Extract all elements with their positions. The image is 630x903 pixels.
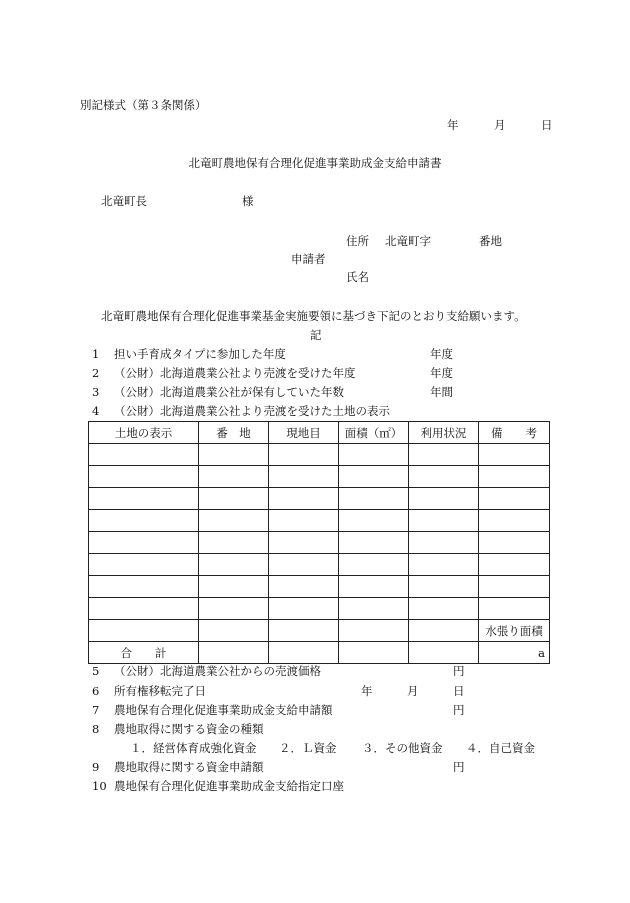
table-cell[interactable]: [479, 466, 550, 488]
item-9: [92, 760, 264, 774]
item-5: [92, 664, 321, 678]
table-cell[interactable]: [409, 510, 479, 532]
addressee-name: 北竜町長: [101, 194, 147, 208]
table-cell[interactable]: [269, 488, 339, 510]
table-row: [89, 620, 550, 642]
table-row: [89, 488, 550, 510]
item-1-unit: 年度: [430, 347, 453, 361]
table-cell[interactable]: [89, 510, 199, 532]
table-row: [89, 598, 550, 620]
name-label: 氏名: [346, 270, 369, 284]
table-cell[interactable]: [409, 642, 479, 664]
fund-option-4: ４．自己資金: [466, 741, 535, 755]
table-cell[interactable]: [269, 598, 339, 620]
table-cell[interactable]: [479, 532, 550, 554]
table-cell[interactable]: [199, 576, 269, 598]
form-reference: 別記様式（第３条関係）: [80, 98, 207, 112]
item-5-unit: 円: [453, 664, 465, 678]
item-text: （公財）北海道農業公社より売渡を受けた年度: [114, 366, 356, 380]
item-6: [92, 684, 206, 698]
table-cell[interactable]: [339, 576, 409, 598]
item-number: 5: [92, 664, 100, 678]
table-cell[interactable]: [409, 554, 479, 576]
table-cell[interactable]: [479, 554, 550, 576]
table-cell[interactable]: [339, 444, 409, 466]
item-6-day: 日: [453, 684, 465, 698]
ki-marker: 記: [310, 328, 322, 342]
item-number: 4: [92, 404, 100, 418]
col-header-area: 面積（㎡）: [339, 422, 409, 444]
item-2: [92, 366, 356, 380]
table-cell[interactable]: [89, 466, 199, 488]
document-title: 北竜町農地保有合理化促進事業助成金支給申請書: [188, 156, 442, 170]
item-number: 10: [92, 779, 107, 793]
table-cell[interactable]: [89, 488, 199, 510]
total-label: 合 計: [89, 642, 199, 664]
table-cell[interactable]: [269, 642, 339, 664]
item-text: 農地取得に関する資金申請額: [114, 760, 264, 774]
item-text: （公財）北海道農業公社より売渡を受けた土地の表示: [114, 404, 390, 418]
fund-option-1: １．経営体育成強化資金: [130, 741, 257, 755]
item-6-month: 月: [407, 684, 419, 698]
table-cell[interactable]: [409, 620, 479, 642]
table-cell[interactable]: [199, 488, 269, 510]
item-7: [92, 703, 333, 717]
table-row: [89, 576, 550, 598]
table-row: [89, 510, 550, 532]
item-7-unit: 円: [453, 703, 465, 717]
table-cell[interactable]: [339, 554, 409, 576]
table-cell[interactable]: [339, 466, 409, 488]
table-cell[interactable]: [269, 466, 339, 488]
table-cell[interactable]: [199, 532, 269, 554]
address-banchi: 番地: [479, 234, 502, 248]
item-3-unit: 年間: [430, 385, 453, 399]
table-cell[interactable]: [409, 576, 479, 598]
table-cell[interactable]: [339, 598, 409, 620]
table-cell[interactable]: [89, 444, 199, 466]
table-cell[interactable]: [479, 510, 550, 532]
table-cell[interactable]: [89, 554, 199, 576]
table-row: [89, 532, 550, 554]
item-2-unit: 年度: [430, 366, 453, 380]
land-table: [88, 421, 550, 664]
table-cell[interactable]: [199, 642, 269, 664]
address-town: 北竜町字: [385, 234, 431, 248]
table-cell[interactable]: [269, 576, 339, 598]
table-row: [89, 444, 550, 466]
table-cell[interactable]: [339, 488, 409, 510]
item-1: [92, 347, 286, 361]
col-header-land: 土地の表示: [89, 422, 199, 444]
table-cell[interactable]: [199, 620, 269, 642]
table-cell[interactable]: [479, 444, 550, 466]
item-number: 6: [92, 684, 100, 698]
table-row: [89, 466, 550, 488]
table-cell[interactable]: [409, 466, 479, 488]
item-9-unit: 円: [453, 760, 465, 774]
table-cell[interactable]: [339, 620, 409, 642]
fund-option-3: ３．その他資金: [362, 741, 443, 755]
table-header-row: [89, 422, 550, 444]
col-header-genchimoku: 現地目: [269, 422, 339, 444]
table-cell[interactable]: [269, 554, 339, 576]
item-3: [92, 385, 344, 399]
fund-option-2: ２．Ｌ資金: [279, 741, 337, 755]
table-cell[interactable]: [199, 554, 269, 576]
item-6-year: 年: [361, 684, 373, 698]
suiden-area-label: 水張り面積: [479, 620, 550, 642]
table-cell[interactable]: [89, 620, 199, 642]
table-cell[interactable]: [409, 488, 479, 510]
item-number: 1: [92, 347, 100, 361]
table-row: [89, 554, 550, 576]
table-cell[interactable]: [269, 510, 339, 532]
table-cell[interactable]: [269, 620, 339, 642]
table-cell[interactable]: [479, 488, 550, 510]
table-cell[interactable]: [479, 598, 550, 620]
item-number: 3: [92, 385, 100, 399]
item-text: （公財）北海道農業公社からの売渡価格: [114, 664, 321, 678]
item-number: 2: [92, 366, 100, 380]
table-cell[interactable]: [409, 598, 479, 620]
table-cell[interactable]: [339, 510, 409, 532]
col-header-banchi: 番 地: [199, 422, 269, 444]
table-cell[interactable]: [199, 444, 269, 466]
item-text: 担い手育成タイプに参加した年度: [114, 347, 286, 361]
item-text: 農地保有合理化促進事業助成金支給指定口座: [114, 779, 344, 793]
item-8: [92, 722, 264, 736]
item-number: 7: [92, 703, 100, 717]
item-text: 農地保有合理化促進事業助成金支給申請額: [114, 703, 333, 717]
item-text: 農地取得に関する資金の種類: [114, 722, 264, 736]
table-cell[interactable]: [199, 598, 269, 620]
col-header-remarks: 備 考: [479, 422, 550, 444]
date-day-label: 日: [541, 118, 553, 132]
applicant-label: 申請者: [291, 252, 326, 266]
table-cell[interactable]: [339, 532, 409, 554]
item-number: 8: [92, 722, 100, 736]
table-cell[interactable]: [89, 532, 199, 554]
address-label: 住所: [346, 234, 369, 248]
table-cell[interactable]: [199, 466, 269, 488]
date-month-label: 月: [494, 118, 506, 132]
table-cell[interactable]: [89, 598, 199, 620]
table-cell[interactable]: [409, 444, 479, 466]
item-text: （公財）北海道農業公社が保有していた年数: [114, 385, 344, 399]
table-cell[interactable]: [269, 532, 339, 554]
item-4: [92, 404, 390, 418]
table-cell[interactable]: [339, 642, 409, 664]
table-total-row: [89, 642, 550, 664]
col-header-usage: 利用状況: [409, 422, 479, 444]
item-number: 9: [92, 760, 100, 774]
date-year-label: 年: [447, 118, 459, 132]
addressee-honorific: 様: [242, 194, 254, 208]
intro-text: 北竜町農地保有合理化促進事業基金実施要領に基づき下記のとおり支給願います。: [101, 309, 526, 323]
table-cell[interactable]: [479, 576, 550, 598]
table-cell[interactable]: [199, 510, 269, 532]
item-text: 所有権移転完了日: [114, 684, 206, 698]
table-cell[interactable]: [269, 444, 339, 466]
table-cell[interactable]: [409, 532, 479, 554]
total-unit: a: [479, 642, 550, 664]
table-cell[interactable]: [89, 576, 199, 598]
item-10: [92, 779, 344, 793]
